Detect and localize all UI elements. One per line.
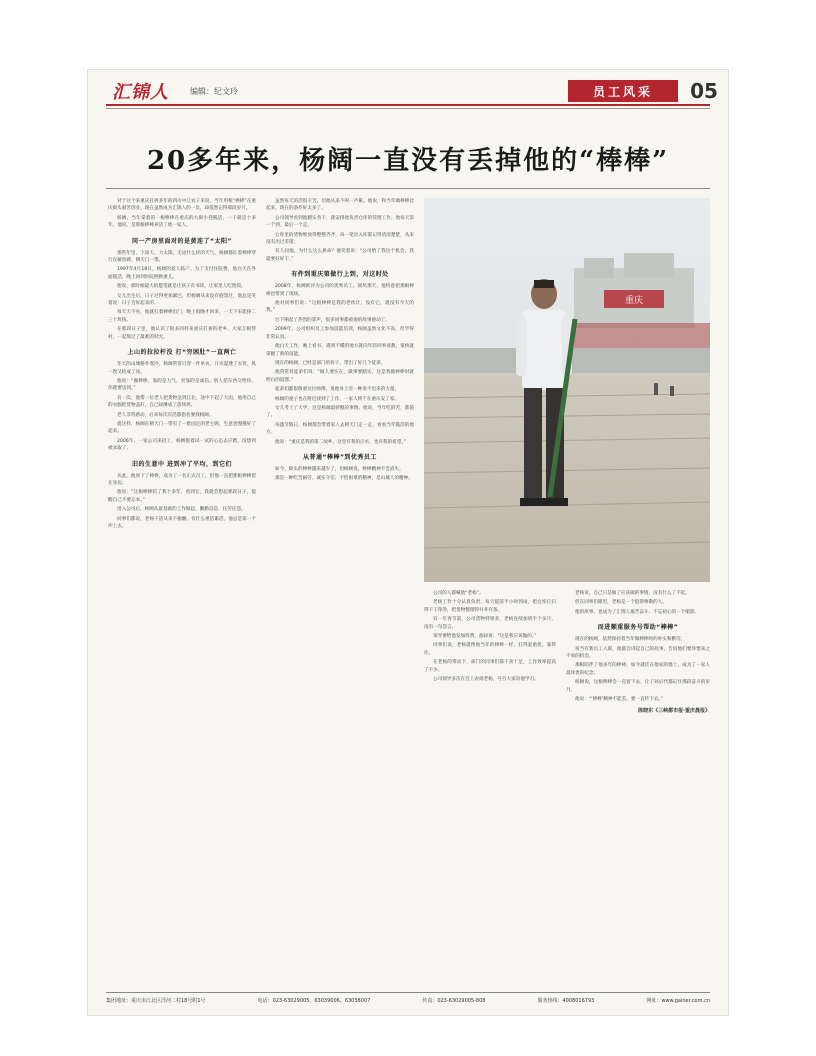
article-column-1: [108, 198, 256, 988]
headline-rule: [106, 188, 710, 189]
masthead-rule-thin: [106, 108, 710, 109]
paragraph: 虽然每天的活很辛苦，但他从来不叫一声累。他说，和当年做棒棒比起来，现在的条件好太多了。: [266, 199, 414, 212]
paragraph: 他说，那时候最大的愿望就是让孩子有书读，让家里人吃饱饭。: [117, 284, 246, 290]
paragraph: 每天天不亮，他就扛着棒棒出门，晚上很晚才回来，一天下来能挣二三十块钱。: [108, 310, 256, 323]
paragraph: 他说：“做棒棒，靠的是力气，更靠的是诚信。别人把东西交给你，你就要送到。”: [108, 378, 256, 392]
paragraph: 有人问他，为什么这么拼命？他笑着说：“公司给了我这个机会，我就要好好干。”: [266, 249, 414, 262]
paragraph: 2006年，一家公司来招工，杨阔抱着试一试的心态去应聘，没想到被录取了。: [108, 438, 256, 452]
photo-sign-text: 重庆: [624, 296, 644, 306]
subheading: 而进顺重服务号帮助“棒棒”: [597, 624, 679, 632]
paragraph: 公司领导看到他踏实肯干，就安排他负责仓库的管理工作。他每天第一个到，最后一个走。: [266, 215, 414, 229]
paragraph: 仓库里的货物堆放得整整齐齐，每一笔出入库都记得清清楚楚，从来没有出过差错。: [266, 232, 414, 246]
paragraph: 他说：“‘棒棒’精神不能丢，要一直传下去。”: [575, 697, 664, 703]
article-column-3: [424, 590, 556, 988]
page-number: 05: [690, 79, 718, 103]
paragraph: 同事们都说，老杨干活从来不偷懒，有什么重活累活，他总是第一个冲上去。: [108, 516, 256, 529]
paragraph: 那些年里，下雨天、大太阳，无论什么样的天气，杨阔都扛着棒棒穿行在解放碑、朝天门一带。: [108, 250, 256, 264]
subheading: 上山的拉拉杆没 打“穷困肚”一直两亡: [127, 349, 237, 357]
paragraph: 徒弟们都很敬重这位师傅，说他身上有一种说不出来的力量。: [275, 387, 400, 393]
masthead: [88, 70, 728, 106]
subheading: 同一产房里面对的是黄连了“太阳”: [132, 237, 232, 245]
paragraph: 有一年春节前，公司货物特别多，老杨连续加班半个多月，没有一句怨言。: [424, 617, 556, 630]
paragraph: 1997年4月18日，杨阔的爱人临产。为了支付住院费，他白天在外面揽活，晚上回到医院照顾妻儿。: [108, 267, 256, 280]
paragraph: 进入公司后，杨阔从最基础的工作做起，勤勤恳恳，任劳任怨。: [117, 507, 246, 513]
paragraph: 老杨说，自己只是做了应该做的事情，没有什么了不起。: [575, 591, 690, 596]
paragraph: 公司领导多次在会上表扬老杨，号召大家向他学习。: [433, 677, 539, 683]
paragraph: 冬天的山城格外寒冷，杨阔常常只穿一件单衣，汗水湿透了衣背，风一吹又结成了冰。: [108, 362, 256, 375]
paragraph: 老杨工作十分认真负责，每天提前半小时到岗，把仓库打扫得干干净净，把货物整理得井井有条。: [424, 600, 556, 613]
publication-logo: 汇锦人: [112, 82, 169, 103]
article-photo: [424, 198, 710, 582]
paragraph: 他白天工作，晚上看书，遇到不懂的地方就向年轻同事请教，很快就掌握了新的技能。: [266, 344, 414, 357]
footer-phone: 电话：023-63029005、63039006、63038007: [257, 997, 371, 1004]
masthead-rule: [106, 104, 710, 106]
paragraph: 女儿出生后，日子过得更加紧巴，但杨阔从来没有抱怨过，他总是笑着说：日子会好起来的。: [108, 293, 256, 307]
article-byline: 陈晓东《三峡都市报·重庆晨报》: [638, 708, 710, 715]
paragraph: 公司的人都喊他“老杨”。: [433, 591, 484, 596]
paragraph: 杨阔，当年拿着的一根棒棒在重庆的大街小巷揽活，一干就是十多年。他说，是那根棒棒养活了他一家人。: [108, 215, 256, 229]
paragraph: 就这样，杨阔在朝天门一带有了一批固定的老主顾，生意也慢慢好了起来。: [108, 421, 256, 435]
subheading: 有件到重庆第做行上到，对这时处: [291, 271, 389, 279]
paragraph: 他说：“重庆是我的第二故乡，这里有我的汗水，也有我的希望。”: [275, 439, 407, 445]
paragraph: 领导要给他发加班费，他却说：“这是我应该做的。”: [433, 634, 537, 640]
paragraph: 对于这个来重庆打拼多年的四川中江农子来说，当年用根“棒棒”在重庆街头艰苦创业，现在虽然成为汇锦人的一员，却依然记得那段岁月。: [108, 199, 256, 212]
paragraph: 他常常对徒弟们说：“做人要实在，做事要踏实，这是我做棒棒时就明白的道理。”: [266, 370, 414, 383]
article-column-2: [266, 198, 414, 988]
footer-address: 集团地址：重庆市江北区洋河二村18号附1号: [106, 997, 206, 1004]
paragraph: 在那段日子里，他认识了很多同样来重庆打拼的老乡，大家互相帮衬，一起熬过了最难的时光。: [108, 327, 256, 340]
subheading: 从普通“棒棒”到优秀员工: [303, 453, 377, 461]
article-headline: 20多年来，杨阔一直没有丢掉他的“棒棒”: [146, 146, 670, 176]
newspaper-page: [88, 70, 728, 1015]
paragraph: 他说：“这根棒棒陪了我十多年，看到它，我就会想起那段日子，提醒自己不要忘本。”: [108, 490, 256, 503]
editor-credit: 编辑：纪文玲: [190, 87, 238, 96]
paragraph: 女儿考上了大学，这是杨阔最骄傲的事情。他说，当年吃的苦，都值了。: [266, 405, 414, 419]
paragraph: 在老杨的带动下，部门的同事们都干劲十足，工作效率提高了不少。: [424, 660, 556, 673]
article-column-4: [566, 590, 710, 988]
paragraph: 那根陪伴了他多年的棒棒，如今就挂在他家的墙上，成为了一家人最珍贵的纪念。: [566, 663, 710, 676]
paragraph: 每当有新员工入职，他都会讲起自己的故事，告诉他们要珍惜来之不易的机会。: [566, 646, 710, 660]
paragraph: 每逢节假日，杨阔都会带着家人去朝天门走一走，看看当年揽活的地方。: [266, 422, 414, 436]
paragraph: 他的故事，也成为了汇锦人艰苦奋斗、不忘初心的一个缩影。: [575, 609, 700, 615]
paragraph: 2008年，杨阔被评为公司的优秀员工。领奖那天，他特意把那根棒棒也带到了现场。: [266, 284, 414, 297]
paragraph: 如今，街头的棒棒越来越少了，但杨阔说，棒棒精神不会消失。: [275, 466, 404, 472]
paragraph: 老人非常感动，后来每次有活都指名要找杨阔。: [117, 412, 214, 418]
footer-service-hotline: 服务热线：4008016793: [537, 997, 595, 1004]
paragraph: 台下响起了热烈的掌声，很多同事都被他的故事感动了。: [275, 317, 390, 323]
subheading: 旧的生意中 进到冲了平均，到它们: [131, 460, 233, 468]
photo-man-with-pole-at-riverside: [424, 198, 710, 582]
paragraph: 杨阔的妻子也在附近找到了工作，一家人终于在重庆安了家。: [275, 396, 400, 402]
paragraph: 但在同事们眼里，老杨是一个值得尊敬的人。: [575, 600, 667, 606]
footer-fax: 传真：023-63029005-808: [422, 997, 486, 1004]
footer-website: 网址：www.gainer.com.cn: [646, 997, 710, 1004]
paragraph: 从此，他放下了棒棒，成为了一名正式员工，但他一直把那根棒棒留在身边。: [108, 473, 256, 486]
paragraph: 现在的杨阔，已经是部门的骨干，带出了好几个徒弟。: [275, 360, 386, 366]
section-tab: 员工风采: [568, 80, 678, 102]
paragraph: 那是一种吃苦耐劳、诚实守信、不怕困难的精神，是山城人的精神。: [275, 476, 413, 482]
paragraph: 现在的杨阔，依然保持着当年做棒棒时的朴实和勤劳。: [575, 637, 686, 643]
paragraph: 有一次，他帮一位老人把货物送到江北，途中下起了大雨，他用自己的衣服把货物盖好，自己却淋成了落汤鸡。: [108, 395, 256, 409]
paragraph: 2009年，公司组织员工参加技能培训，杨阔虽然文化不高，但学得非常认真。: [266, 327, 414, 340]
paragraph: 杨阔说，这根棒棒会一直留下去，让子孙后代都记住那段奋斗的岁月。: [566, 680, 710, 693]
paragraph: 他对同事们说：“这根棒棒是我的老伙计，没有它，就没有今天的我。”: [266, 301, 414, 314]
paragraph: 同事们说，老杨就像他当年的棒棒一样，扛得起重担，靠得住。: [424, 643, 556, 656]
page-footer: [106, 992, 710, 1007]
